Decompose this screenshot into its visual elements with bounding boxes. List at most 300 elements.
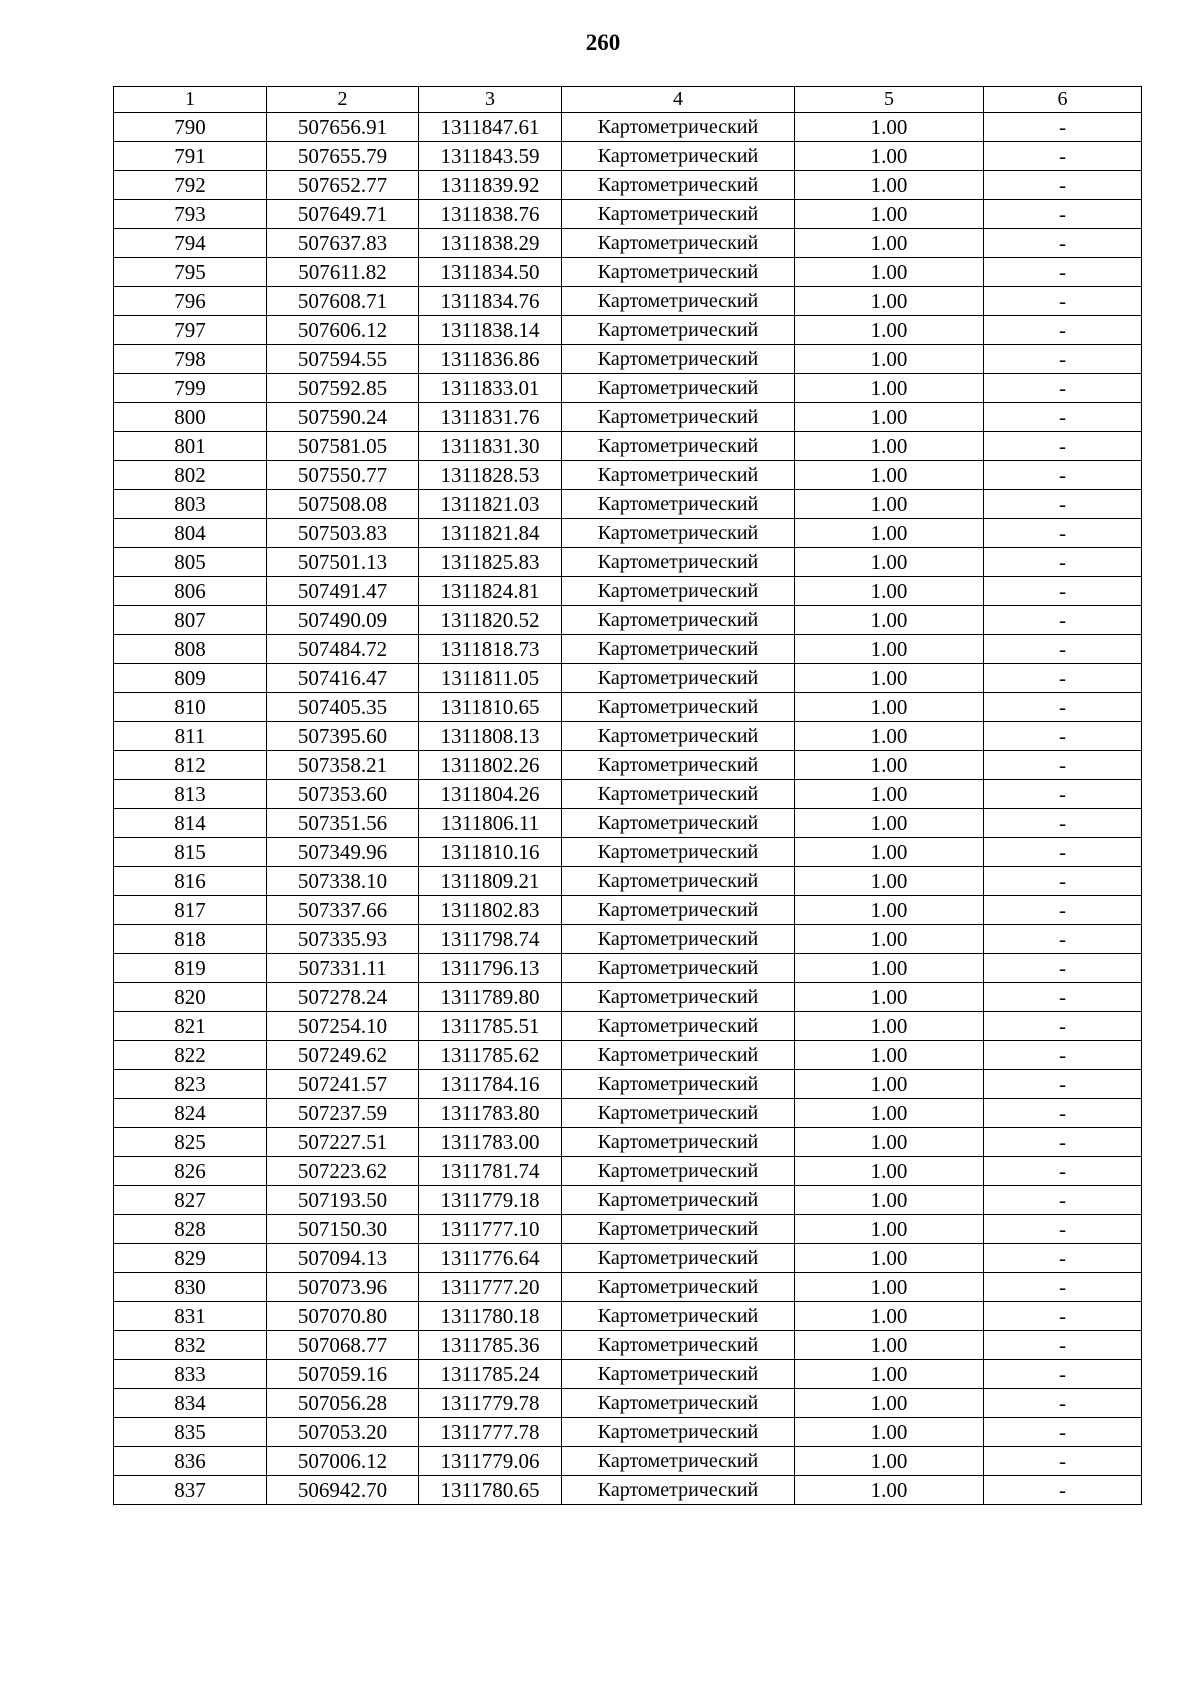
point-number-cell: 829 (114, 1244, 267, 1273)
y-coordinate-cell: 1311804.26 (419, 780, 562, 809)
y-coordinate-cell: 1311834.50 (419, 258, 562, 287)
y-coordinate-cell: 1311839.92 (419, 171, 562, 200)
point-number-cell: 793 (114, 200, 267, 229)
x-coordinate-cell: 507484.72 (267, 635, 419, 664)
method-cell: Картометрический (562, 200, 795, 229)
y-coordinate-cell: 1311828.53 (419, 461, 562, 490)
x-coordinate-cell: 507338.10 (267, 867, 419, 896)
accuracy-cell: 1.00 (795, 577, 984, 606)
note-cell: - (984, 896, 1142, 925)
y-coordinate-cell: 1311777.20 (419, 1273, 562, 1302)
y-coordinate-cell: 1311783.80 (419, 1099, 562, 1128)
method-cell: Картометрический (562, 722, 795, 751)
point-number-cell: 818 (114, 925, 267, 954)
note-cell: - (984, 461, 1142, 490)
y-coordinate-cell: 1311802.26 (419, 751, 562, 780)
method-cell: Картометрический (562, 635, 795, 664)
table-row (114, 1186, 1142, 1215)
table-row (114, 780, 1142, 809)
method-cell: Картометрический (562, 780, 795, 809)
y-coordinate-cell: 1311847.61 (419, 113, 562, 142)
point-number-cell: 799 (114, 374, 267, 403)
table-row (114, 896, 1142, 925)
x-coordinate-cell: 507501.13 (267, 548, 419, 577)
table-row (114, 838, 1142, 867)
method-cell: Картометрический (562, 374, 795, 403)
point-number-cell: 821 (114, 1012, 267, 1041)
point-number-cell: 836 (114, 1447, 267, 1476)
table-row (114, 519, 1142, 548)
y-coordinate-cell: 1311824.81 (419, 577, 562, 606)
method-cell: Картометрический (562, 809, 795, 838)
note-cell: - (984, 838, 1142, 867)
table-row (114, 490, 1142, 519)
accuracy-cell: 1.00 (795, 867, 984, 896)
point-number-cell: 794 (114, 229, 267, 258)
method-cell: Картометрический (562, 664, 795, 693)
x-coordinate-cell: 507150.30 (267, 1215, 419, 1244)
x-coordinate-cell: 507416.47 (267, 664, 419, 693)
point-number-cell: 810 (114, 693, 267, 722)
table-row (114, 1302, 1142, 1331)
accuracy-cell: 1.00 (795, 519, 984, 548)
point-number-cell: 827 (114, 1186, 267, 1215)
x-coordinate-cell: 507358.21 (267, 751, 419, 780)
y-coordinate-cell: 1311779.06 (419, 1447, 562, 1476)
method-cell: Картометрический (562, 577, 795, 606)
x-coordinate-cell: 507073.96 (267, 1273, 419, 1302)
accuracy-cell: 1.00 (795, 1331, 984, 1360)
method-cell: Картометрический (562, 1244, 795, 1273)
x-coordinate-cell: 507006.12 (267, 1447, 419, 1476)
accuracy-cell: 1.00 (795, 1273, 984, 1302)
method-cell: Картометрический (562, 1012, 795, 1041)
y-coordinate-cell: 1311809.21 (419, 867, 562, 896)
method-cell: Картометрический (562, 925, 795, 954)
table-row (114, 461, 1142, 490)
note-cell: - (984, 983, 1142, 1012)
header-col-2: 2 (267, 87, 419, 113)
y-coordinate-cell: 1311776.64 (419, 1244, 562, 1273)
point-number-cell: 823 (114, 1070, 267, 1099)
method-cell: Картометрический (562, 1418, 795, 1447)
note-cell: - (984, 1041, 1142, 1070)
accuracy-cell: 1.00 (795, 1447, 984, 1476)
method-cell: Картометрический (562, 345, 795, 374)
table-row (114, 258, 1142, 287)
table-row (114, 1331, 1142, 1360)
note-cell: - (984, 751, 1142, 780)
point-number-cell: 826 (114, 1157, 267, 1186)
table-row (114, 751, 1142, 780)
method-cell: Картометрический (562, 432, 795, 461)
accuracy-cell: 1.00 (795, 1302, 984, 1331)
point-number-cell: 817 (114, 896, 267, 925)
x-coordinate-cell: 507056.28 (267, 1389, 419, 1418)
table-row (114, 171, 1142, 200)
accuracy-cell: 1.00 (795, 635, 984, 664)
method-cell: Картометрический (562, 316, 795, 345)
method-cell: Картометрический (562, 490, 795, 519)
x-coordinate-cell: 507405.35 (267, 693, 419, 722)
note-cell: - (984, 403, 1142, 432)
y-coordinate-cell: 1311785.36 (419, 1331, 562, 1360)
point-number-cell: 806 (114, 577, 267, 606)
y-coordinate-cell: 1311798.74 (419, 925, 562, 954)
accuracy-cell: 1.00 (795, 1360, 984, 1389)
note-cell: - (984, 1128, 1142, 1157)
table-row (114, 606, 1142, 635)
note-cell: - (984, 1476, 1142, 1505)
accuracy-cell: 1.00 (795, 316, 984, 345)
y-coordinate-cell: 1311838.14 (419, 316, 562, 345)
point-number-cell: 837 (114, 1476, 267, 1505)
point-number-cell: 790 (114, 113, 267, 142)
note-cell: - (984, 867, 1142, 896)
x-coordinate-cell: 507581.05 (267, 432, 419, 461)
note-cell: - (984, 1273, 1142, 1302)
point-number-cell: 816 (114, 867, 267, 896)
point-number-cell: 832 (114, 1331, 267, 1360)
x-coordinate-cell: 507070.80 (267, 1302, 419, 1331)
method-cell: Картометрический (562, 1099, 795, 1128)
method-cell: Картометрический (562, 1041, 795, 1070)
header-row (114, 87, 1142, 113)
y-coordinate-cell: 1311777.10 (419, 1215, 562, 1244)
table-row (114, 1360, 1142, 1389)
note-cell: - (984, 316, 1142, 345)
x-coordinate-cell: 507490.09 (267, 606, 419, 635)
method-cell: Картометрический (562, 287, 795, 316)
note-cell: - (984, 548, 1142, 577)
x-coordinate-cell: 507637.83 (267, 229, 419, 258)
accuracy-cell: 1.00 (795, 809, 984, 838)
table-row (114, 548, 1142, 577)
point-number-cell: 808 (114, 635, 267, 664)
accuracy-cell: 1.00 (795, 983, 984, 1012)
x-coordinate-cell: 507491.47 (267, 577, 419, 606)
x-coordinate-cell: 507241.57 (267, 1070, 419, 1099)
table-row (114, 432, 1142, 461)
x-coordinate-cell: 507068.77 (267, 1331, 419, 1360)
point-number-cell: 805 (114, 548, 267, 577)
note-cell: - (984, 780, 1142, 809)
accuracy-cell: 1.00 (795, 403, 984, 432)
note-cell: - (984, 200, 1142, 229)
y-coordinate-cell: 1311838.76 (419, 200, 562, 229)
accuracy-cell: 1.00 (795, 490, 984, 519)
y-coordinate-cell: 1311810.65 (419, 693, 562, 722)
x-coordinate-cell: 507254.10 (267, 1012, 419, 1041)
y-coordinate-cell: 1311785.51 (419, 1012, 562, 1041)
note-cell: - (984, 1157, 1142, 1186)
y-coordinate-cell: 1311810.16 (419, 838, 562, 867)
accuracy-cell: 1.00 (795, 258, 984, 287)
note-cell: - (984, 1186, 1142, 1215)
table-row (114, 1128, 1142, 1157)
point-number-cell: 798 (114, 345, 267, 374)
accuracy-cell: 1.00 (795, 896, 984, 925)
method-cell: Картометрический (562, 1331, 795, 1360)
y-coordinate-cell: 1311796.13 (419, 954, 562, 983)
x-coordinate-cell: 507223.62 (267, 1157, 419, 1186)
x-coordinate-cell: 507335.93 (267, 925, 419, 954)
table-row (114, 1389, 1142, 1418)
y-coordinate-cell: 1311783.00 (419, 1128, 562, 1157)
accuracy-cell: 1.00 (795, 693, 984, 722)
note-cell: - (984, 258, 1142, 287)
method-cell: Картометрический (562, 1186, 795, 1215)
point-number-cell: 824 (114, 1099, 267, 1128)
note-cell: - (984, 1360, 1142, 1389)
note-cell: - (984, 1389, 1142, 1418)
note-cell: - (984, 722, 1142, 751)
y-coordinate-cell: 1311825.83 (419, 548, 562, 577)
note-cell: - (984, 1099, 1142, 1128)
accuracy-cell: 1.00 (795, 171, 984, 200)
method-cell: Картометрический (562, 229, 795, 258)
point-number-cell: 797 (114, 316, 267, 345)
point-number-cell: 825 (114, 1128, 267, 1157)
x-coordinate-cell: 507351.56 (267, 809, 419, 838)
x-coordinate-cell: 507550.77 (267, 461, 419, 490)
y-coordinate-cell: 1311808.13 (419, 722, 562, 751)
note-cell: - (984, 954, 1142, 983)
y-coordinate-cell: 1311780.65 (419, 1476, 562, 1505)
x-coordinate-cell: 506942.70 (267, 1476, 419, 1505)
table-row (114, 1099, 1142, 1128)
point-number-cell: 819 (114, 954, 267, 983)
point-number-cell: 800 (114, 403, 267, 432)
table-row (114, 1215, 1142, 1244)
point-number-cell: 802 (114, 461, 267, 490)
note-cell: - (984, 664, 1142, 693)
method-cell: Картометрический (562, 1215, 795, 1244)
table-row (114, 577, 1142, 606)
method-cell: Картометрический (562, 1157, 795, 1186)
note-cell: - (984, 577, 1142, 606)
method-cell: Картометрический (562, 693, 795, 722)
x-coordinate-cell: 507606.12 (267, 316, 419, 345)
table-row (114, 664, 1142, 693)
method-cell: Картометрический (562, 896, 795, 925)
method-cell: Картометрический (562, 606, 795, 635)
y-coordinate-cell: 1311780.18 (419, 1302, 562, 1331)
x-coordinate-cell: 507059.16 (267, 1360, 419, 1389)
x-coordinate-cell: 507611.82 (267, 258, 419, 287)
table-row (114, 925, 1142, 954)
note-cell: - (984, 1070, 1142, 1099)
table-row (114, 1157, 1142, 1186)
accuracy-cell: 1.00 (795, 1012, 984, 1041)
table-row (114, 142, 1142, 171)
table-row (114, 1070, 1142, 1099)
method-cell: Картометрический (562, 1447, 795, 1476)
x-coordinate-cell: 507594.55 (267, 345, 419, 374)
point-number-cell: 828 (114, 1215, 267, 1244)
table-row (114, 1447, 1142, 1476)
note-cell: - (984, 1244, 1142, 1273)
point-number-cell: 791 (114, 142, 267, 171)
y-coordinate-cell: 1311802.83 (419, 896, 562, 925)
accuracy-cell: 1.00 (795, 925, 984, 954)
y-coordinate-cell: 1311833.01 (419, 374, 562, 403)
x-coordinate-cell: 507592.85 (267, 374, 419, 403)
y-coordinate-cell: 1311818.73 (419, 635, 562, 664)
accuracy-cell: 1.00 (795, 1389, 984, 1418)
table-row (114, 287, 1142, 316)
method-cell: Картометрический (562, 983, 795, 1012)
x-coordinate-cell: 507331.11 (267, 954, 419, 983)
y-coordinate-cell: 1311831.30 (419, 432, 562, 461)
point-number-cell: 804 (114, 519, 267, 548)
table-body (114, 113, 1142, 1505)
accuracy-cell: 1.00 (795, 1418, 984, 1447)
method-cell: Картометрический (562, 258, 795, 287)
accuracy-cell: 1.00 (795, 954, 984, 983)
point-number-cell: 830 (114, 1273, 267, 1302)
y-coordinate-cell: 1311821.84 (419, 519, 562, 548)
y-coordinate-cell: 1311836.86 (419, 345, 562, 374)
note-cell: - (984, 693, 1142, 722)
x-coordinate-cell: 507278.24 (267, 983, 419, 1012)
method-cell: Картометрический (562, 461, 795, 490)
point-number-cell: 812 (114, 751, 267, 780)
header-col-1: 1 (114, 87, 267, 113)
table-row (114, 1244, 1142, 1273)
accuracy-cell: 1.00 (795, 432, 984, 461)
point-number-cell: 809 (114, 664, 267, 693)
x-coordinate-cell: 507237.59 (267, 1099, 419, 1128)
table-header (114, 87, 1142, 113)
point-number-cell: 811 (114, 722, 267, 751)
x-coordinate-cell: 507227.51 (267, 1128, 419, 1157)
table-row (114, 229, 1142, 258)
accuracy-cell: 1.00 (795, 1099, 984, 1128)
note-cell: - (984, 1012, 1142, 1041)
table-row (114, 316, 1142, 345)
x-coordinate-cell: 507349.96 (267, 838, 419, 867)
x-coordinate-cell: 507395.60 (267, 722, 419, 751)
note-cell: - (984, 925, 1142, 954)
accuracy-cell: 1.00 (795, 1476, 984, 1505)
point-number-cell: 822 (114, 1041, 267, 1070)
x-coordinate-cell: 507249.62 (267, 1041, 419, 1070)
y-coordinate-cell: 1311784.16 (419, 1070, 562, 1099)
note-cell: - (984, 519, 1142, 548)
point-number-cell: 834 (114, 1389, 267, 1418)
table-row (114, 345, 1142, 374)
note-cell: - (984, 142, 1142, 171)
y-coordinate-cell: 1311779.78 (419, 1389, 562, 1418)
note-cell: - (984, 345, 1142, 374)
x-coordinate-cell: 507503.83 (267, 519, 419, 548)
point-number-cell: 814 (114, 809, 267, 838)
point-number-cell: 796 (114, 287, 267, 316)
accuracy-cell: 1.00 (795, 1157, 984, 1186)
note-cell: - (984, 287, 1142, 316)
y-coordinate-cell: 1311777.78 (419, 1418, 562, 1447)
note-cell: - (984, 1302, 1142, 1331)
y-coordinate-cell: 1311831.76 (419, 403, 562, 432)
table-row (114, 635, 1142, 664)
table-row (114, 200, 1142, 229)
note-cell: - (984, 635, 1142, 664)
accuracy-cell: 1.00 (795, 229, 984, 258)
table-row (114, 954, 1142, 983)
accuracy-cell: 1.00 (795, 1128, 984, 1157)
x-coordinate-cell: 507655.79 (267, 142, 419, 171)
x-coordinate-cell: 507608.71 (267, 287, 419, 316)
method-cell: Картометрический (562, 548, 795, 577)
accuracy-cell: 1.00 (795, 1244, 984, 1273)
method-cell: Картометрический (562, 1273, 795, 1302)
table-row (114, 1012, 1142, 1041)
accuracy-cell: 1.00 (795, 780, 984, 809)
note-cell: - (984, 171, 1142, 200)
x-coordinate-cell: 507337.66 (267, 896, 419, 925)
note-cell: - (984, 1447, 1142, 1476)
note-cell: - (984, 809, 1142, 838)
x-coordinate-cell: 507652.77 (267, 171, 419, 200)
method-cell: Картометрический (562, 1360, 795, 1389)
method-cell: Картометрический (562, 113, 795, 142)
y-coordinate-cell: 1311843.59 (419, 142, 562, 171)
note-cell: - (984, 113, 1142, 142)
y-coordinate-cell: 1311834.76 (419, 287, 562, 316)
accuracy-cell: 1.00 (795, 113, 984, 142)
accuracy-cell: 1.00 (795, 751, 984, 780)
y-coordinate-cell: 1311779.18 (419, 1186, 562, 1215)
y-coordinate-cell: 1311785.24 (419, 1360, 562, 1389)
method-cell: Картометрический (562, 1476, 795, 1505)
y-coordinate-cell: 1311806.11 (419, 809, 562, 838)
header-col-4: 4 (562, 87, 795, 113)
y-coordinate-cell: 1311821.03 (419, 490, 562, 519)
table-row (114, 1041, 1142, 1070)
accuracy-cell: 1.00 (795, 374, 984, 403)
note-cell: - (984, 432, 1142, 461)
table-row (114, 867, 1142, 896)
note-cell: - (984, 490, 1142, 519)
header-col-6: 6 (984, 87, 1142, 113)
point-number-cell: 795 (114, 258, 267, 287)
method-cell: Картометрический (562, 751, 795, 780)
table-row (114, 403, 1142, 432)
page-number: 260 (585, 30, 621, 55)
note-cell: - (984, 374, 1142, 403)
x-coordinate-cell: 507590.24 (267, 403, 419, 432)
x-coordinate-cell: 507353.60 (267, 780, 419, 809)
y-coordinate-cell: 1311811.05 (419, 664, 562, 693)
accuracy-cell: 1.00 (795, 461, 984, 490)
accuracy-cell: 1.00 (795, 838, 984, 867)
method-cell: Картометрический (562, 954, 795, 983)
table-row (114, 374, 1142, 403)
point-number-cell: 815 (114, 838, 267, 867)
accuracy-cell: 1.00 (795, 1041, 984, 1070)
point-number-cell: 803 (114, 490, 267, 519)
y-coordinate-cell: 1311781.74 (419, 1157, 562, 1186)
point-number-cell: 833 (114, 1360, 267, 1389)
accuracy-cell: 1.00 (795, 664, 984, 693)
accuracy-cell: 1.00 (795, 722, 984, 751)
accuracy-cell: 1.00 (795, 548, 984, 577)
accuracy-cell: 1.00 (795, 1070, 984, 1099)
table-row (114, 1273, 1142, 1302)
point-number-cell: 835 (114, 1418, 267, 1447)
accuracy-cell: 1.00 (795, 1186, 984, 1215)
